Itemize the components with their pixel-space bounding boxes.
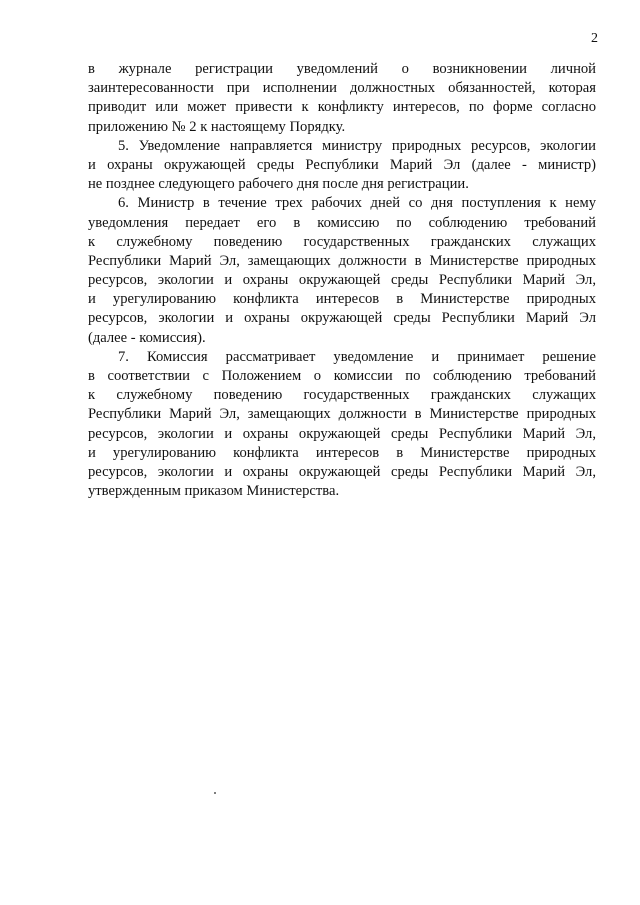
text-line: приложению № 2 к настоящему Порядку. [88,118,346,135]
text-line: 7. Комиссия рассматривает уведомление и принимает решение [118,348,596,365]
text-line: в журнале регистрации уведомлений о возникновении личной [88,61,596,77]
text-line: и урегулированию конфликта интересов в Министерстве природных [88,291,596,308]
text-line: ресурсов, экологии и охраны окружающей среды Республики Марий Эл, [88,463,596,480]
text-line: (далее - комиссия). [88,329,206,346]
text-line: Республики Марий Эл, замещающих должности в Министерстве природных [88,406,596,423]
paragraph-item-7 [88,348,596,502]
text-line: ресурсов, экологии и охраны окружающей среды Республики Марий Эл, [88,425,596,442]
document-body [88,60,596,501]
text-line: уведомления передает его в комиссию по соблюдению требований [88,214,596,231]
text-line: ресурсов, экологии и охраны окружающей среды Республики Марий Эл, [88,272,596,289]
text-line: заинтересованности при исполнении должностных обязанностей, которая [88,80,596,97]
scan-speck [214,792,216,794]
text-line: и охраны окружающей среды Республики Марий Эл (далее - министр) [88,156,596,173]
text-line: утвержденным приказом Министерства. [88,483,340,500]
text-line: к служебному поведению государственных гражданских служащих [88,387,596,404]
paragraph-registration-journal [88,60,596,137]
text-line: 6. Министр в течение трех рабочих дней со дня поступления к нему [118,195,596,212]
page-number: 2 [591,31,598,46]
paragraph-item-6 [88,194,596,348]
text-line: и урегулированию конфликта интересов в Министерстве природных [88,444,596,461]
text-line: Республики Марий Эл, замещающих должности в Министерстве природных [88,252,596,269]
text-line: 5. Уведомление направляется министру природных ресурсов, экологии [118,137,596,154]
text-line: приводит или может привести к конфликту интересов, по форме согласно [88,99,596,116]
text-line: не позднее следующего рабочего дня после дня регистрации. [88,176,469,193]
text-line: ресурсов, экологии и охраны окружающей среды Республики Марий Эл [88,310,596,327]
text-line: в соответствии с Положением о комиссии по соблюдению требований [88,368,596,384]
paragraph-item-5 [88,137,596,195]
text-line: к служебному поведению государственных гражданских служащих [88,233,596,250]
